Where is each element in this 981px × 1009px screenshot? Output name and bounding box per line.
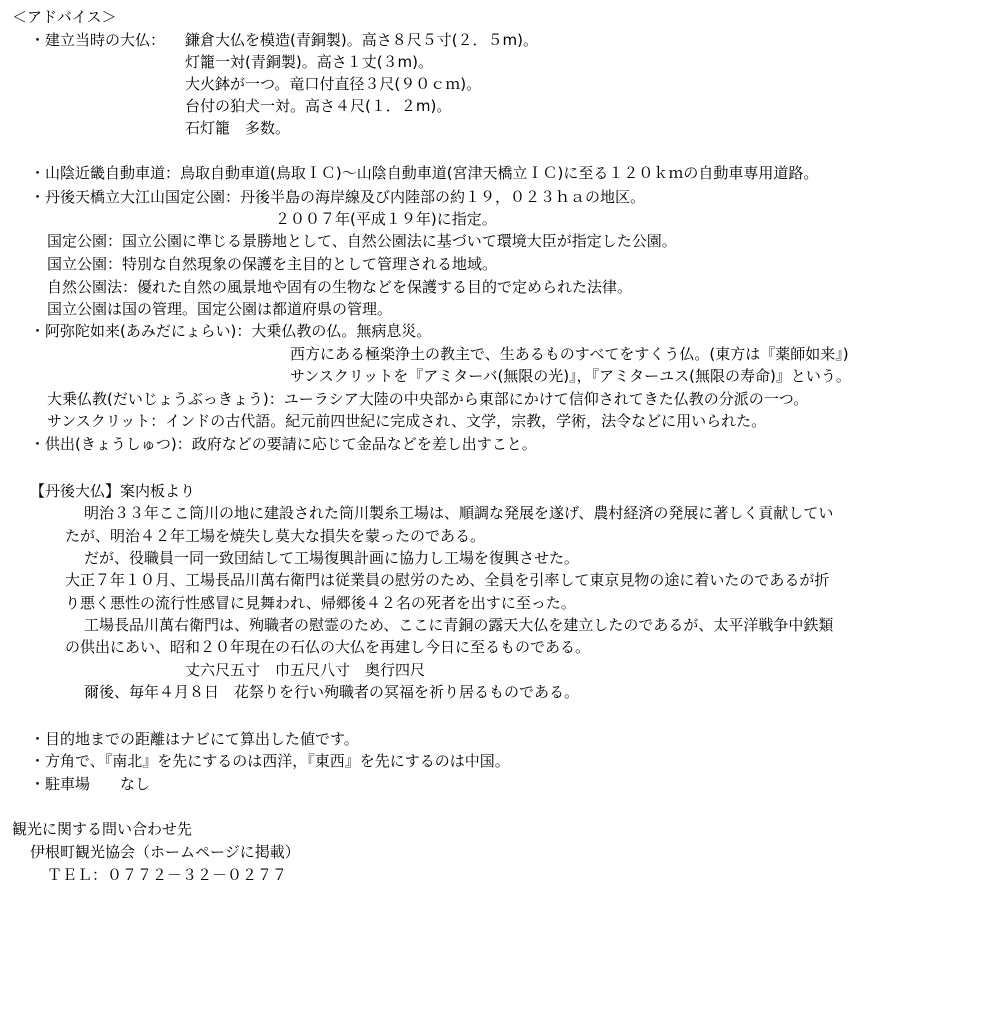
signboard-heading: 【丹後大仏】案内板より [30,482,196,500]
park-note: ・丹後天橋立大江山国定公園：丹後半島の海岸線及び内陸部の約１９，０２３ｈａの地区。 [30,188,646,206]
daibutsu-label: ・建立当時の大仏： [30,31,166,49]
quasi-national-park-def: 国定公園：国立公園に準じる景勝地として、自然公園法に基づいて環境大臣が指定した公園。 [47,232,677,250]
daibutsu-item: 鎌倉大仏を模造(青銅製)。高さ８尺５寸(２．５m)。 [185,31,539,49]
advice-heading: ＜アドバイス＞ [12,8,117,26]
signboard-line: 明治３３年ここ筒川の地に建設された筒川製糸工場は、順調な発展を遂げ、農村経済の発展に著しく貢献してい [84,504,834,522]
signboard-line: の供出にあい、昭和２０年現在の石仏の大仏を再建し今日に至るものである。 [65,638,591,656]
natural-parks-act-def: 自然公園法：優れた自然の風景地や固有の生物などを保護する目的で定められた法律。 [47,278,633,296]
signboard-line: たが、明治４２年工場を焼失し莫大な損失を蒙ったのである。 [65,527,486,545]
signboard-line: 大正７年１０月、工場長品川萬右衛門は従業員の慰労のため、全員を引率して東京見物の途に着いたのであるが折 [65,571,830,589]
daibutsu-item: 石灯籠 多数。 [185,119,291,137]
signboard-line: り悪く悪性の流行性感冒に見舞われ、帰郷後４２名の死者を出すに至った。 [65,594,576,612]
daibutsu-item: 灯籠一対(青銅製)。高さ１丈(３m)。 [185,53,434,71]
note-item: ・目的地までの距離はナビにて算出した値です。 [30,730,359,748]
amida-def: ・阿弥陀如来(あみだにょらい)：大乗仏教の仏。無病息災。 [30,322,432,340]
contact-heading: 観光に関する問い合わせ先 [12,820,193,838]
amida-def-sanskrit: サンスクリットを『アミターバ(無限の光)』，『アミターユス(無限の寿命)』という。 [290,367,851,385]
national-park-def: 国立公園：特別な自然現象の保護を主目的として管理される地域。 [47,255,498,273]
signboard-line: 爾後、毎年４月８日 花祭りを行い殉職者の冥福を祈り居るものである。 [84,683,580,701]
mahayana-def: 大乗仏教(だいじょうぶっきょう)：ユーラシア大陸の中央部から東部にかけて信仰されてきた仏教の分派の一つ。 [47,390,809,408]
signboard-dimensions: 丈六尺五寸 巾五尺八寸 奥行四尺 [185,661,426,679]
park-management: 国立公園は国の管理。国定公園は都道府県の管理。 [47,300,393,318]
daibutsu-item: 大火鉢が一つ。竜口付直径３尺(９０ｃｍ)。 [185,75,482,93]
kyoshutsu-def: ・供出(きょうしゅつ)：政府などの要請に応じて金品などを差し出すこと。 [30,435,537,453]
sanskrit-def: サンスクリット：インドの古代語。紀元前四世紀に完成され、文学，宗教，学術，法令などに用いられた。 [47,412,767,430]
amida-def-cont: 西方にある極楽浄土の教主で、生あるものすべてをすくう仏。(東方は『薬師如来』) [290,345,849,363]
signboard-line: だが、役職員一同一致団結して工場復興計画に協力し工場を復興させた。 [84,549,580,567]
expressway-note: ・山陰近畿自動車道：鳥取自動車道(鳥取ＩＣ)～山陰自動車道(宮津天橋立ＩＣ)に至る１２０ｋｍの自動車専用道路。 [30,164,819,182]
daibutsu-item: 台付の狛犬一対。高さ４尺(１．２m)。 [185,97,452,115]
contact-tel: ＴＥＬ：０７７２－３２－０２７７ [47,866,288,884]
note-item: ・方角で、『南北』を先にするのは西洋，『東西』を先にするのは中国。 [30,752,510,770]
signboard-line: 工場長品川萬右衛門は、殉職者の慰霊のため、ここに青銅の露天大仏を建立したのであるが、太平洋戦争中鉄類 [84,616,834,634]
park-note-designation: ２００７年(平成１９年)に指定。 [275,210,497,228]
contact-org: 伊根町観光協会（ホームページに掲載） [30,843,300,861]
note-item: ・駐車場 なし [30,775,151,793]
